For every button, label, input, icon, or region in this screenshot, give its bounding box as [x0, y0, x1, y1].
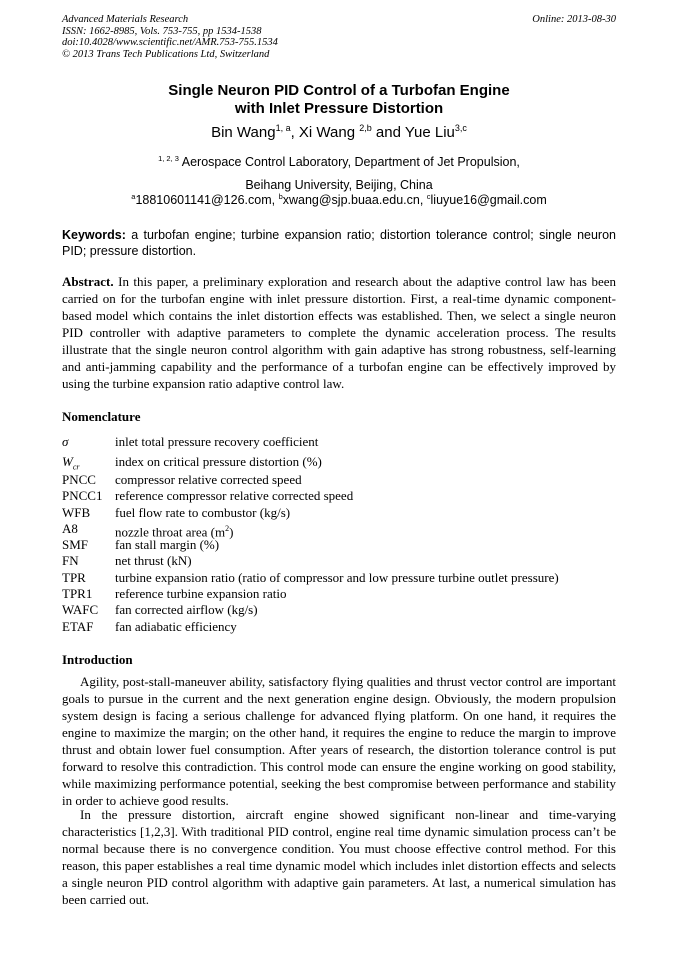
nomenclature-symbol: PNCC1 — [62, 488, 103, 504]
nomenclature-description: inlet total pressure recovery coefficient — [115, 434, 319, 449]
issn-line: ISSN: 1662-8985, Vols. 753-755, pp 1534-1538 — [62, 25, 262, 37]
introduction-paragraph-1: Agility, post-stall-maneuver ability, satisfactory flying qualities and thrust vector control are important goals to pursue in the current and the next generation engine design. Obviously, the modern propulsion system design is facing a serious challenge for advanced flying platform. On one hand, it requires the engine to maximize the margin; on the other hand, it requires the engine to reduce the margin to improve thrust and obtain lower fuel consumption. After years of research, the distortion tolerance control is put forward to resolve this contradiction. This control mode can ensure the engine working on good stability, while maximizing performance potential, seeking the best compromise between performance and stability in order to achieve good results. — [62, 674, 616, 808]
nomenclature-table — [62, 432, 616, 635]
nomenclature-symbol: ETAF — [62, 618, 94, 634]
author-superscript: 3,c — [454, 123, 467, 133]
nomenclature-symbol: TPR1 — [62, 586, 93, 602]
nomenclature-row — [62, 537, 616, 553]
description-superscript: 2 — [225, 523, 230, 533]
author-name: Yue Liu — [404, 124, 455, 141]
abstract-text: In this paper, a preliminary exploration and research about the adaptive control law has been carried on for the turbofan engine with inlet pressure distortion. First, a real-time dynamic component-based model which contains the inlet distortion effects was established. Then, we select a single neuron PID controller with adaptive parameters to complete the dynamic acceleration process. The results illustrate that the single neuron control algorithm with gain adaptive has strong robustness, self-learning and anti-jamming capability and the performance of a turbofan engine can be effectively improved by using the turbine expansion ratio adaptive control law. — [62, 274, 616, 391]
nomenclature-row — [62, 553, 616, 569]
affiliation-line-1 — [0, 151, 678, 174]
copyright-line: © 2013 Trans Tech Publications Ltd, Switzerland — [62, 48, 270, 60]
email-superscript: b — [278, 191, 283, 201]
nomenclature-heading: Nomenclature — [62, 409, 141, 424]
nomenclature-row — [62, 432, 616, 452]
nomenclature-symbol: SMF — [62, 537, 89, 553]
author-separator: and — [371, 124, 405, 141]
nomenclature-row — [62, 520, 616, 540]
paper-title — [0, 82, 678, 118]
affiliation — [0, 151, 678, 197]
nomenclature-description: net thrust (kN) — [115, 553, 192, 569]
nomenclature-symbol: WFB — [62, 504, 91, 520]
nomenclature-symbol — [62, 452, 115, 472]
email-superscript: c — [426, 191, 431, 201]
affiliation-line-2: Beihang University, Beijing, China — [245, 178, 433, 192]
email-a[interactable]: 18810601141@126.com, — [135, 193, 279, 207]
author-2 — [299, 124, 405, 141]
description-tail: ) — [229, 524, 234, 540]
keywords — [62, 227, 616, 259]
nomenclature-symbol: FN — [62, 553, 79, 569]
online-date: Online: 2013-08-30 — [532, 14, 616, 25]
symbol-base: W — [62, 454, 73, 469]
nomenclature-row — [62, 505, 616, 521]
nomenclature-symbol: TPR — [62, 569, 86, 585]
nomenclature-row — [62, 602, 616, 618]
email-list — [0, 192, 678, 208]
affiliation-text: Aerospace Control Laboratory, Department of Jet Propulsion, — [178, 155, 520, 169]
author-list — [0, 124, 678, 142]
nomenclature-row — [62, 488, 616, 504]
nomenclature-row — [62, 586, 616, 602]
journal-name: Advanced Materials Research — [62, 14, 189, 25]
nomenclature-description — [115, 521, 234, 540]
description-text: nozzle throat area (m — [115, 524, 226, 540]
nomenclature-symbol: σ — [62, 434, 69, 449]
nomenclature-row — [62, 452, 616, 472]
nomenclature-row — [62, 619, 616, 635]
nomenclature-description: reference turbine expansion ratio — [115, 586, 287, 602]
doi-line: doi:10.4028/www.scientific.net/AMR.753-755.1534 — [62, 37, 278, 48]
nomenclature-description: index on critical pressure distortion (%) — [115, 454, 322, 469]
author-name: Bin Wang — [211, 124, 276, 141]
nomenclature-symbol: A8 — [62, 520, 78, 536]
nomenclature-row — [62, 570, 616, 586]
author-name: Xi Wang — [298, 124, 360, 141]
nomenclature-description: turbine expansion ratio (ratio of compressor and low pressure turbine outlet pressure) — [115, 569, 559, 585]
nomenclature-symbol: PNCC — [62, 472, 96, 487]
nomenclature-description: reference compressor relative corrected speed — [115, 488, 354, 504]
email-superscript: a — [131, 191, 136, 201]
title-line-2: with Inlet Pressure Distortion — [234, 100, 444, 117]
keywords-text: a turbofan engine; turbine expansion ratio; distortion tolerance control; single neuron PID; pressure distortion. — [62, 228, 616, 258]
affiliation-superscript: 1, 2, 3 — [158, 153, 179, 163]
nomenclature-symbol: WAFC — [62, 602, 99, 618]
title-line-1: Single Neuron PID Control of a Turbofan Engine — [168, 82, 510, 99]
author-superscript: 2,b — [359, 123, 372, 133]
author-1 — [211, 124, 299, 141]
journal-metadata — [62, 14, 278, 60]
email-c[interactable]: liuyue16@gmail.com — [430, 193, 547, 207]
nomenclature-description: compressor relative corrected speed — [115, 472, 302, 487]
symbol-subscript: cr — [72, 462, 80, 472]
introduction-heading: Introduction — [62, 652, 133, 667]
nomenclature-description: fan corrected airflow (kg/s) — [115, 602, 258, 618]
email-b[interactable]: xwang@sjp.buaa.edu.cn, — [282, 193, 427, 207]
abstract-label: Abstract. — [62, 274, 114, 289]
author-3 — [405, 124, 467, 141]
nomenclature-description: fuel flow rate to combustor (kg/s) — [115, 504, 291, 520]
author-separator: , — [290, 124, 299, 141]
introduction-paragraph-2: In the pressure distortion, aircraft engine showed significant non-linear and time-varying characteristics [1,2,3]. With traditional PID control, engine real time dynamic simulation process can’t be normal because there is no convergence condition. You must choose effective control method. For this reason, this paper establishes a real time dynamic model which includes inlet distortion effects and selects a single neuron PID control algorithm with adaptive gain parameters. At last, a numerical simulation has been carried out. — [62, 807, 616, 907]
abstract — [62, 273, 616, 392]
nomenclature-description: fan adiabatic efficiency — [115, 618, 237, 634]
nomenclature-description: fan stall margin (%) — [115, 537, 220, 553]
author-superscript: 1, a — [275, 123, 291, 133]
keywords-label: Keywords: — [62, 228, 126, 242]
nomenclature-row — [62, 472, 616, 488]
